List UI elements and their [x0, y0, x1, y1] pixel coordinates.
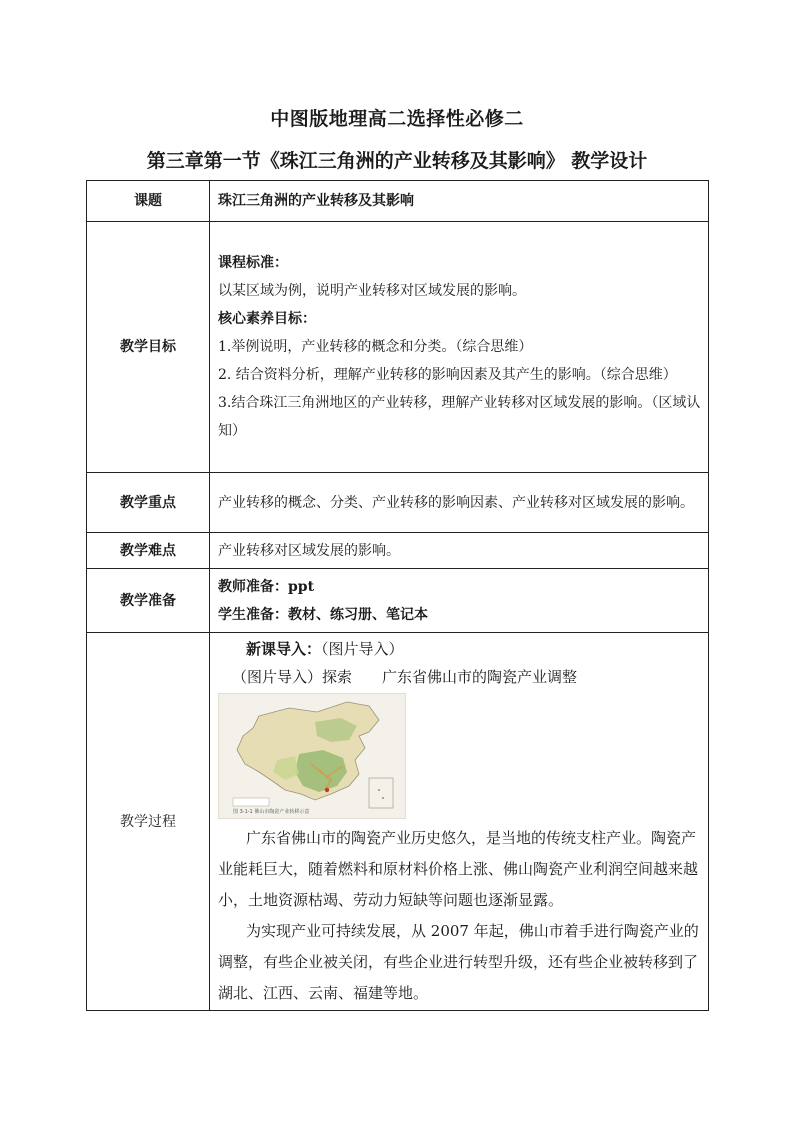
table-row-objectives — [87, 222, 709, 473]
standard-text: 以某区域为例，说明产业转移对区域发展的影响。 — [218, 283, 526, 299]
preparation-label: 教学准备 — [87, 569, 210, 633]
topic-value: 珠江三角洲的产业转移及其影响 — [210, 181, 709, 222]
table-row-key-points — [87, 473, 709, 533]
intro-note: （图片导入） — [321, 639, 404, 658]
process-paragraph-1: 广东省佛山市的陶瓷产业历史悠久，是当地的传统支柱产业。陶瓷产业能耗巨大，随着燃料和原材料价格上涨、佛山陶瓷产业利润空间越来越小，土地资源枯竭、劳动力短缺等问题也逐渐显露。 — [218, 828, 699, 909]
objective-item: 1.举例说明，产业转移的概念和分类。（综合思维） — [218, 339, 533, 355]
standard-heading: 课程标准： — [218, 255, 288, 271]
map-caption: 图 3-1-1 佛山市陶瓷产业转移示意 — [233, 808, 310, 815]
intro-heading: 新课导入： — [246, 639, 322, 658]
lesson-plan-table — [86, 180, 709, 1011]
table-row-preparation — [87, 569, 709, 633]
table-row-difficulties — [87, 533, 709, 569]
intro-line — [218, 635, 702, 663]
objective-item: 2. 结合资料分析，理解产业转移的影响因素及其产生的影响。（综合思维） — [218, 367, 677, 383]
document-subtitle: 第三章第一节《珠江三角洲的产业转移及其影响》 教学设计 — [146, 150, 648, 172]
objective-item: 3.结合珠江三角洲地区的产业转移，理解产业转移对区域发展的影响。（区域认知） — [218, 395, 701, 439]
key-points-text: 产业转移的概念、分类、产业转移的影响因素、产业转移对区域发展的影响。 — [210, 473, 709, 533]
difficulties-label: 教学难点 — [87, 533, 210, 569]
document-title: 中图版地理高二选择性必修二 — [270, 108, 524, 130]
table-row-topic — [87, 181, 709, 222]
preparation-content — [210, 569, 709, 633]
process-content — [210, 633, 709, 1011]
student-preparation: 学生准备：教材、练习册、笔记本 — [218, 606, 428, 623]
difficulties-text: 产业转移对区域发展的影响。 — [210, 533, 709, 569]
china-map-figure — [218, 693, 406, 819]
teacher-preparation: 教师准备：ppt — [218, 578, 315, 595]
china-map-icon — [219, 694, 405, 818]
core-heading: 核心素养目标： — [218, 311, 316, 327]
objectives-content — [210, 222, 709, 473]
explore-line: （图片导入）探索 广东省佛山市的陶瓷产业调整 — [232, 667, 578, 686]
table-row-process — [87, 633, 709, 1011]
objectives-label: 教学目标 — [87, 222, 210, 473]
key-points-label: 教学重点 — [87, 473, 210, 533]
topic-label: 课题 — [87, 181, 210, 222]
process-paragraph-2: 为实现产业可持续发展，从 2007 年起，佛山市着手进行陶瓷产业的调整，有些企业被关闭，有些企业进行转型升级，还有些企业被转移到了湖北、江西、云南、福建等地。 — [218, 921, 699, 1002]
process-label: 教学过程 — [87, 633, 210, 1011]
